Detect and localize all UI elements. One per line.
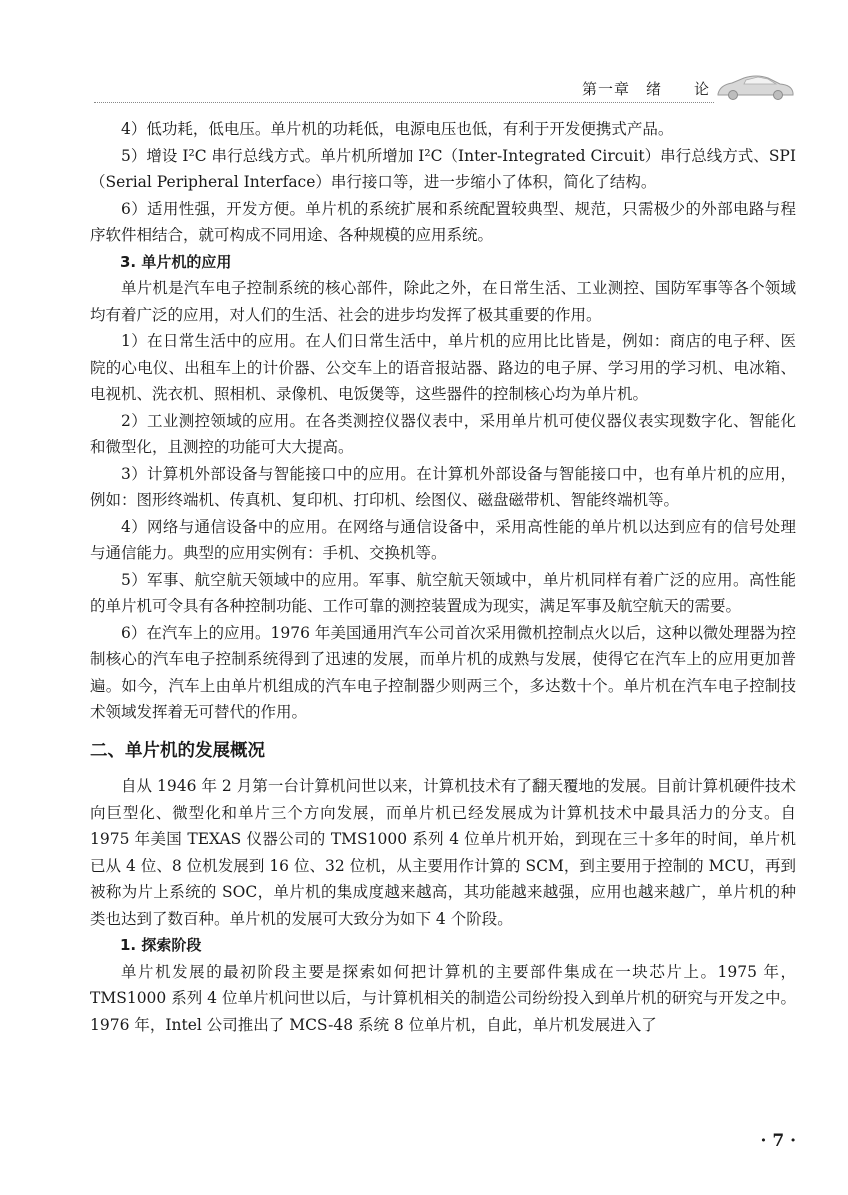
page-number: · 7 · xyxy=(760,1131,796,1151)
paragraph-low-power: 4）低功耗，低电压。单片机的功耗低，电源电压也低，有利于开发便携式产品。 xyxy=(121,120,674,138)
paragraph-development-overview: 自从 1946 年 2 月第一台计算机问世以来，计算机技术有了翻天覆地的发展。目前计算机硬件技术向巨型化、微型化和单片三个方向发展，而单片机已经发展成为计算机技术中最具活力的分支。自 1975 年美国 TEXAS 仪器公司的 TMS1000 系列 4 位单片机开始，到现在三十多年的时间，单片机已从 4 位、8 位机发展到 16 位、32 位机，从主要用作计算的 SCM，到主要用于控制的 MCU，再到被称为片上系统的 SOC，单片机的集成度越来越高，其功能越来越强，应用也越来越广，单片机的种类也达到了数百种。单片机的发展可大致分为如下 4 个阶段。 xyxy=(90,777,796,928)
paragraph-i2c-bus: 5）增设 I²C 串行总线方式。单片机所增加 I²C（Inter-Integrated Circuit）串行总线方式、SPI（Serial Peripheral Interface）串行接口等，进一步缩小了体积，简化了结构。 xyxy=(90,146,796,191)
header-divider xyxy=(94,102,714,103)
paragraph-industrial: 2）工业测控领域的应用。在各类测控仪器仪表中，采用单片机可使仪器仪表实现数字化、智能化和微型化，且测控的功能可大大提高。 xyxy=(90,411,796,456)
car-icon xyxy=(714,72,796,100)
paragraph-applications-intro: 单片机是汽车电子控制系统的核心部件，除此之外，在日常生活、工业测控、国防军事等各个领域均有着广泛的应用，对人们的生活、社会的进步均发挥了极其重要的作用。 xyxy=(90,279,796,324)
paragraph-network: 4）网络与通信设备中的应用。在网络与通信设备中，采用高性能的单片机以达到应有的信号处理与通信能力。典型的应用实例有：手机、交换机等。 xyxy=(90,517,796,562)
subheading-exploration: 1. 探索阶段 xyxy=(120,936,202,954)
paragraph-applicability: 6）适用性强，开发方便。单片机的系统扩展和系统配置较典型、规范，只需极少的外部电路与程序软件相结合，就可构成不同用途、各种规模的应用系统。 xyxy=(90,199,796,244)
chapter-title: 第一章 绪 论 xyxy=(581,80,710,98)
running-header xyxy=(94,68,796,108)
page-body xyxy=(90,116,796,1038)
paragraph-daily-life: 1）在日常生活中的应用。在人们日常生活中，单片机的应用比比皆是，例如：商店的电子秤、医院的心电仪、出租车上的计价器、公交车上的语音报站器、路边的电子屏、学习用的学习机、电冰箱、电视机、洗衣机、照相机、录像机、电饭煲等，这些器件的控制核心均为单片机。 xyxy=(90,332,796,403)
section-title-development: 二、单片机的发展概况 xyxy=(90,740,265,761)
paragraph-automotive: 6）在汽车上的应用。1976 年美国通用汽车公司首次采用微机控制点火以后，这种以微处理器为控制核心的汽车电子控制系统得到了迅速的发展，而单片机的成熟与发展，使得它在汽车上的应用更加普遍。如今，汽车上由单片机组成的汽车电子控制器少则两三个，多达数十个。单片机在汽车电子控制技术领域发挥着无可替代的作用。 xyxy=(90,623,796,721)
paragraph-exploration: 单片机发展的最初阶段主要是探索如何把计算机的主要部件集成在一块芯片上。1975 年，TMS1000 系列 4 位单片机问世以后，与计算机相关的制造公司纷纷投入到单片机的研究与开发之中。1976 年，Intel 公司推出了 MCS-48 系统 8 位单片机，自此，单片机发展进入了 xyxy=(90,962,796,1034)
paragraph-military: 5）军事、航空航天领域中的应用。军事、航空航天领域中，单片机同样有着广泛的应用。高性能的单片机可令具有各种控制功能、工作可靠的测控装置成为现实，满足军事及航空航天的需要。 xyxy=(90,570,796,615)
paragraph-peripherals: 3）计算机外部设备与智能接口中的应用。在计算机外部设备与智能接口中，也有单片机的应用，例如：图形终端机、传真机、复印机、打印机、绘图仪、磁盘磁带机、智能终端机等。 xyxy=(90,464,796,509)
subheading-applications: 3. 单片机的应用 xyxy=(120,252,232,271)
